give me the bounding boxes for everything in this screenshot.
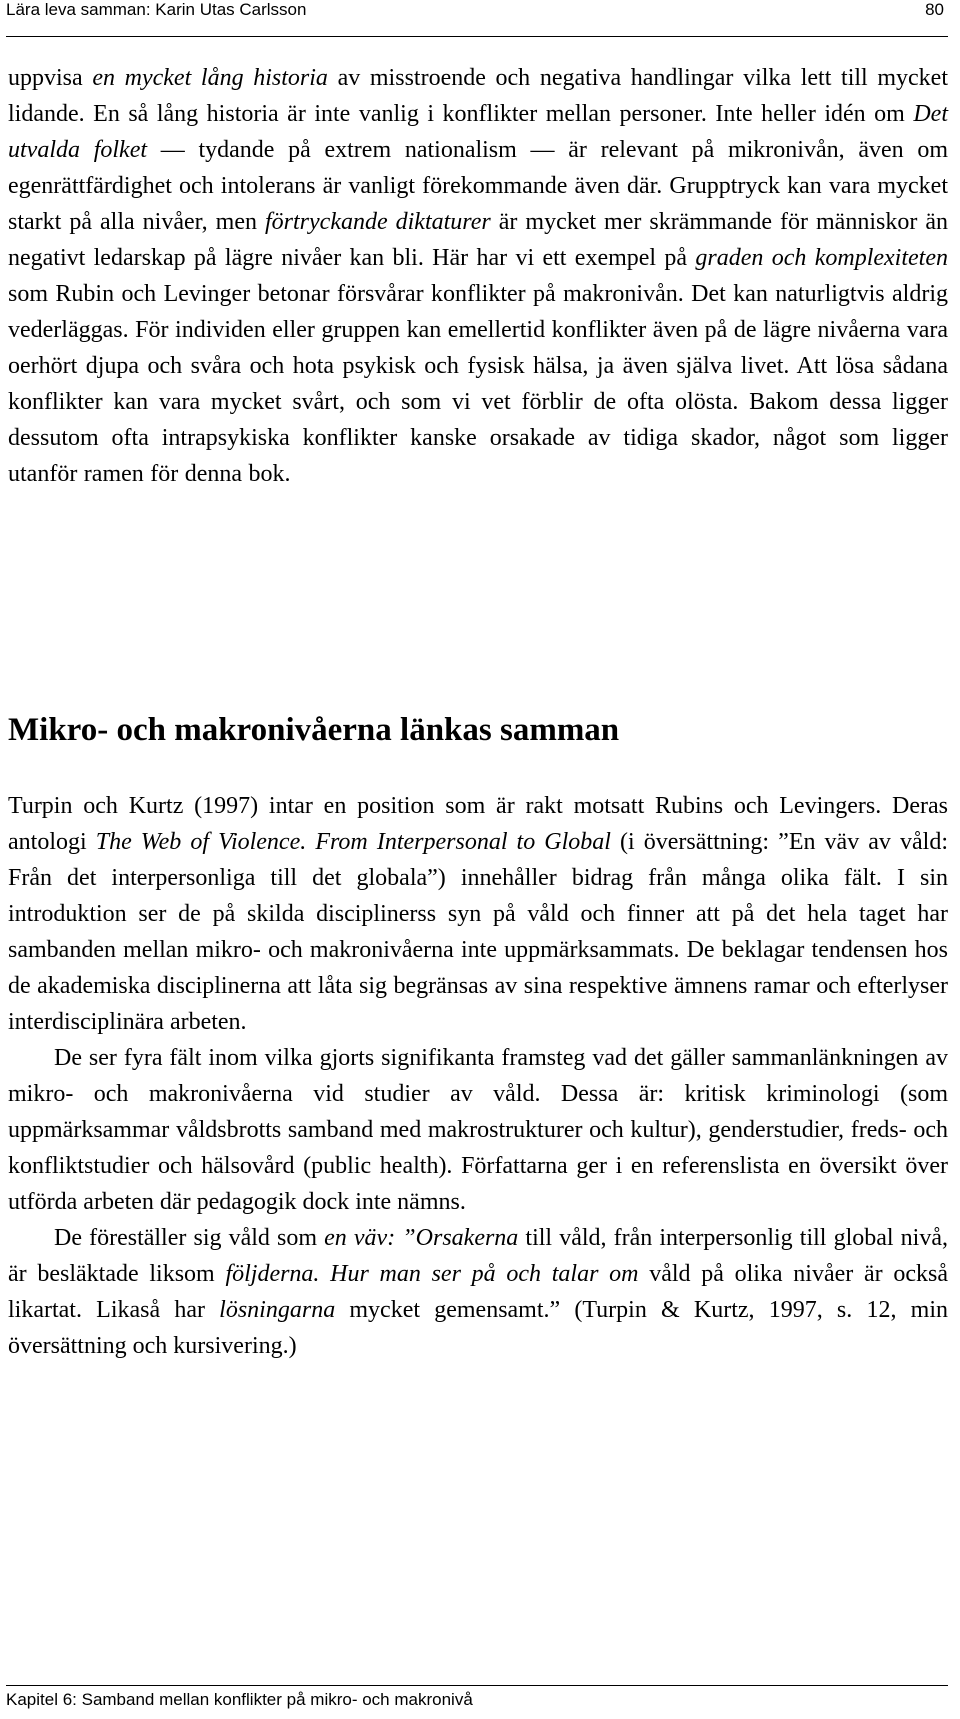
section-heading: Mikro- och makronivåerna länkas samman (8, 712, 620, 748)
italic-run: The Web of Violence. From Interpersonal to Global (95, 829, 611, 855)
paragraph (8, 1040, 948, 1220)
page-footer (6, 1685, 948, 1710)
page-number: 80 (925, 0, 944, 19)
text-run: är mycket mer skrämmande för människor än negativt ledarskap på lägre nivåer kan bli. Här har vi ett exempel på (8, 209, 948, 271)
italic-run: Det utvalda folket (8, 101, 948, 163)
text-run: — tydande på extrem nationalism — är relevant på mikronivån, även om egenrättfärdighet och intolerans är vanligt förekommande även där. Grupptryck kan vara mycket starkt på alla nivåer, men (8, 137, 948, 235)
italic-run: lösningarna (219, 1297, 336, 1323)
paragraph (8, 1220, 948, 1364)
body-section-1 (8, 60, 948, 492)
running-title: Lära leva samman: Karin Utas Carlsson (6, 0, 307, 19)
text-run: Turpin och Kurtz (1997) intar en position som är rakt motsatt Rubins och Levingers. Deras antologi (8, 793, 948, 855)
text-run: som Rubin och Levinger betonar försvårar konflikter på makronivån. Det kan naturligtvis aldrig vederläggas. För individen eller gruppen kan emellertid konflikter även på de lägre nivåerna vara oerhört djupa och svåra och hota psykisk och fysisk hälsa, ja även själva livet. Att lösa sådana konflikter kan vara mycket svårt, och som vi vet förblir de ofta olösta. Bakom dessa ligger dessutom ofta intrapsykiska konflikter kanske orsakade av tidiga skador, något som ligger utanför ramen för denna bok. (8, 281, 948, 487)
text-run: till våld, från interpersonlig till global nivå, är besläktade liksom (8, 1225, 948, 1287)
paragraph (8, 60, 948, 492)
text-run: mycket gemensamt.” (Turpin & Kurtz, 1997, s. 12, min översättning och kursivering.) (8, 1297, 948, 1359)
text-run: av misstroende och negativa handlingar vilka lett till mycket lidande. En så lång historia är inte vanlig i konflikter mellan personer. Inte heller idén om (8, 65, 948, 127)
italic-run: förtryckande diktaturer (265, 209, 491, 235)
text-run: uppvisa (8, 65, 93, 91)
paragraph (8, 788, 948, 1040)
italic-run: följderna. Hur man ser på och talar om (225, 1261, 639, 1287)
italic-run: graden och komplexiteten (695, 245, 948, 271)
italic-run: en mycket lång historia (92, 65, 328, 91)
chapter-title: Kapitel 6: Samband mellan konflikter på mikro- och makronivå (6, 1690, 473, 1709)
text-run: De föreställer sig våld som (54, 1225, 325, 1251)
italic-run: en väv: ”Orsakerna (324, 1225, 519, 1251)
text-run: De ser fyra fält inom vilka gjorts signifikanta framsteg vad det gäller sammanlänkningen av mikro- och makronivåerna vid studier av våld. Dessa är: kritisk kriminologi (som uppmärksammar våldsbrotts samband med makrostrukturer och kultur), genderstudier, freds- och konfliktstudier och hälsovård (public health). Författarna ger i en referenslista en översikt över utförda arbeten där pedagogik dock inte nämns. (8, 1045, 948, 1215)
text-run: våld på olika nivåer är också likartat. Likaså har (8, 1261, 948, 1323)
text-run: (i översättning: ”En väv av våld: Från det interpersonliga till det globala”) innehåller bidrag från många olika fält. I sin introduktion ser de på skilda disciplinerss syn på våld och finner att på det hela taget har sambanden mellan mikro- och makronivåerna inte uppmärksammats. De beklagar tendensen hos de akademiska disciplinerna att låta sig begränsas av sina respektive ämnens ramar och efterlyser interdisciplinära arbeten. (8, 829, 948, 1035)
page-header (6, 0, 948, 37)
body-section-2 (8, 788, 948, 1364)
